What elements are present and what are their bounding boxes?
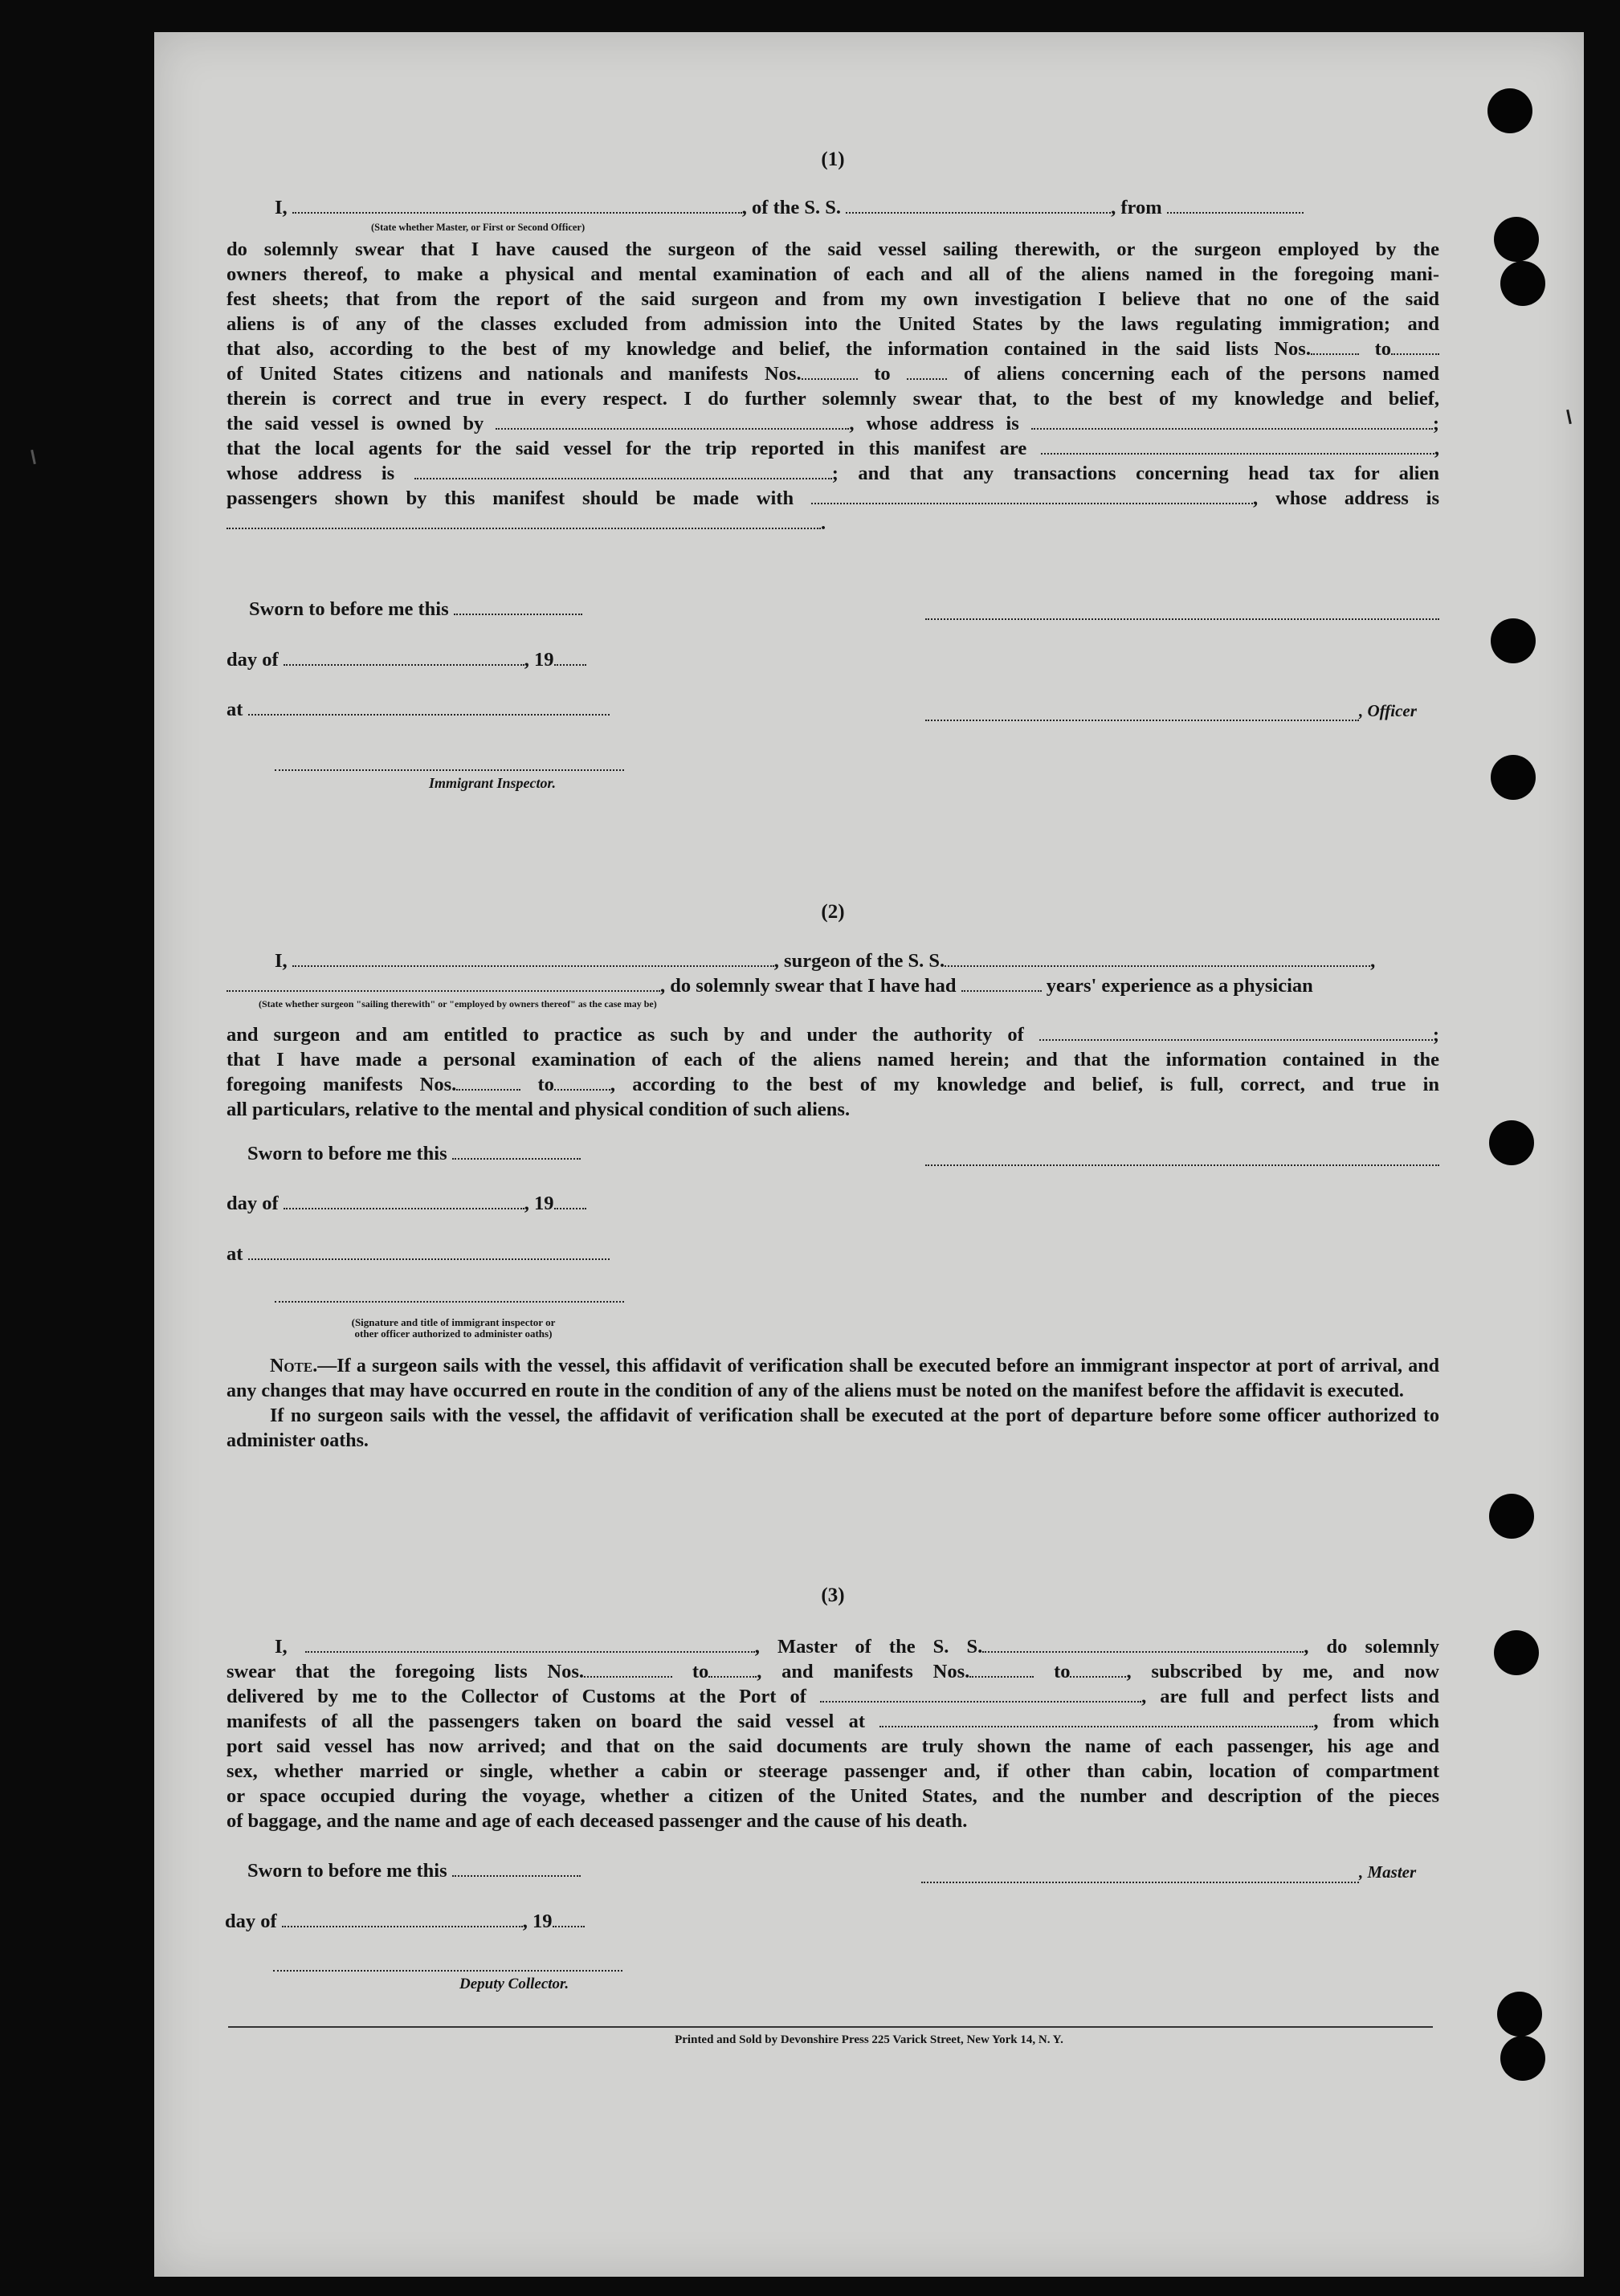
month-field[interactable] xyxy=(282,1912,523,1927)
punch-hole xyxy=(1491,755,1536,800)
section-number: (1) xyxy=(821,149,845,170)
sworn-line: Sworn to before me this xyxy=(247,1143,581,1165)
surgeon-caption: (State whether surgeon "sailing therewith" or "employed by owners thereof" as the case may be) xyxy=(259,998,657,1009)
day-of-line: day of , 19 xyxy=(226,1193,586,1215)
day-of-line: day of , 19 xyxy=(226,649,586,671)
manifest-sheet xyxy=(154,32,1584,2277)
section-number: (2) xyxy=(821,901,845,923)
verification-note: Note.—If a surgeon sails with the vessel, this affidavit of verification shall be executed before an immigrant inspector at port of arrival, and any changes that may have occurred en route in the condition of any of the aliens must be noted on the manifest before the affidavit is executed. If no surgeon sails with the vessel, the affidavit of verification shall be executed at the port of departure before some officer authorized to administer oaths. xyxy=(226,1356,1439,1451)
place-field[interactable] xyxy=(248,700,610,716)
sworn-line: Sworn to before me this xyxy=(247,1860,581,1882)
note-label: Note. xyxy=(270,1356,318,1376)
agents-address-field[interactable] xyxy=(414,464,832,479)
master-vessel-field[interactable] xyxy=(982,1637,1304,1653)
year-field[interactable] xyxy=(554,1194,586,1209)
manifest-no-from-field[interactable] xyxy=(802,365,858,380)
at-line: at xyxy=(226,1243,610,1266)
years-field[interactable] xyxy=(961,977,1042,992)
manifest-no-from-field[interactable] xyxy=(456,1075,520,1091)
surgeon-experience-line: , do solemnly swear that I have had years' experience as a physician xyxy=(226,975,1313,997)
owner-address-field[interactable] xyxy=(1031,414,1433,430)
origin-port-field[interactable] xyxy=(1167,198,1304,214)
authority-field[interactable] xyxy=(1039,1026,1433,1041)
footer-rule xyxy=(228,2026,1433,2028)
inspector-label: Immigrant Inspector. xyxy=(429,775,557,791)
affidavit-section-3 xyxy=(226,1584,1439,1607)
officer-label: , Officer xyxy=(1359,701,1417,720)
officer-title-line[interactable] xyxy=(925,720,1359,721)
sworn-day-field[interactable] xyxy=(452,1144,581,1160)
day-of-line: day of , 19 xyxy=(225,1911,585,1933)
officer-caption: (State whether Master, or First or Second Officer) xyxy=(371,222,586,233)
list-no-to-field[interactable] xyxy=(1391,340,1439,355)
place-field[interactable] xyxy=(248,1245,610,1260)
manifest-no-to-field[interactable] xyxy=(1070,1662,1126,1678)
edge-mark xyxy=(31,450,36,464)
list-no-from-field[interactable] xyxy=(1311,340,1359,355)
port-field[interactable] xyxy=(820,1687,1141,1703)
manifest-no-to-field[interactable] xyxy=(554,1075,610,1091)
surgeon-name-field[interactable] xyxy=(292,952,774,967)
punch-hole xyxy=(1489,1120,1534,1165)
deputy-collector-signature-line[interactable] xyxy=(273,1970,622,1972)
punch-hole xyxy=(1494,217,1539,262)
affidavit-section-2 xyxy=(226,901,1439,924)
affidavit-section-1 xyxy=(226,149,1439,171)
head-tax-address-field[interactable] xyxy=(226,514,821,529)
embarkation-port-field[interactable] xyxy=(879,1712,1313,1727)
officer-line: I, , of the S. S. , from xyxy=(275,197,1439,219)
punch-hole xyxy=(1500,261,1545,306)
edge-mark xyxy=(1566,410,1572,424)
master-label: , Master xyxy=(1359,1862,1417,1882)
inspector-signature-line[interactable] xyxy=(275,769,624,771)
sworn-day-field[interactable] xyxy=(454,600,582,615)
owner-field[interactable] xyxy=(496,414,849,430)
deputy-collector-label: Deputy Collector. xyxy=(459,1976,569,1992)
master-signature-line[interactable] xyxy=(921,1882,1359,1883)
manifest-no-from-field[interactable] xyxy=(969,1662,1034,1678)
oath-paragraph-1: do solemnly swear that I have caused the surgeon of the said vessel sailing therewith, or the surgeon employed by the owners thereof, to make a physical and mental examination of each and all of the aliens named in the foregoing mani- fest sheets; that from the report of the said surgeon and from my own investigation I believe that no one of the said aliens is of any of the classes excluded from admission into the United States by the laws regulating immigration; and that also, according to the best of my knowledge and belief, the information contained in the said lists Nos. to of United States citizens and nationals and manifests Nos. to of aliens concerning each of the persons named therein is correct and true in every respect. I do further solemnly swear that, to the best of my knowledge and belief, the said vessel is owned by , whose address is ; that the local agents for the said vessel for the trip reported in this manifest are , whose address is ; and that any transactions concerning head tax for alien passengers shown by this manifest should be made with , whose address is . xyxy=(226,239,1440,534)
punch-hole xyxy=(1494,1630,1539,1675)
month-field[interactable] xyxy=(284,1194,524,1209)
signature-caption: (Signature and title of immigrant inspector or other officer authorized to administer oaths) xyxy=(351,1316,556,1340)
printer-imprint: Printed and Sold by Devonshire Press 225 Varick Street, New York 14, N. Y. xyxy=(675,2033,1063,2046)
surgeon-status-field[interactable] xyxy=(226,977,660,992)
at-line: at xyxy=(226,699,610,721)
punch-hole xyxy=(1497,1992,1542,2037)
list-no-from-field[interactable] xyxy=(584,1662,672,1678)
agents-field[interactable] xyxy=(1041,439,1434,455)
surgeon-line: I, , surgeon of the S. S. , xyxy=(275,950,1376,972)
section-number: (3) xyxy=(821,1584,845,1606)
oath-paragraph-2: and surgeon and am entitled to practice as such by and under the authority of ; that I have made a personal examination of each of the aliens named herein; and that the information contained in the foregoing manifests Nos. to , according to the best of my knowledge and belief, is full, correct, and true in all particulars, relative to the mental and physical condition of such aliens. xyxy=(226,1024,1440,1120)
vessel-name-field[interactable] xyxy=(846,198,1111,214)
list-no-to-field[interactable] xyxy=(708,1662,757,1678)
year-field[interactable] xyxy=(553,1912,585,1927)
month-field[interactable] xyxy=(284,650,524,666)
manifest-no-to-field[interactable] xyxy=(907,365,947,380)
oath-paragraph-3: I, , Master of the S. S. , do solemnly swear that the foregoing lists Nos. to , and manifests Nos. to , subscribed by me, and now delivered by me to the Collector of Customs at the Port of , are full and perfect lists and manifests of all the passengers taken on board the said vessel at , from which port said vessel has now arrived; and that on the said documents are truly shown the name of each passenger, his age and sex, whether married or single, whether a cabin or steerage passenger and, if other than cabin, location of compartment or space occupied during the voyage, whether a citizen of the United States, and the number and description of the pieces of baggage, and the name and age of each deceased passenger and the cause of his death. xyxy=(226,1636,1440,1832)
head-tax-party-field[interactable] xyxy=(811,489,1253,504)
year-field[interactable] xyxy=(554,650,586,666)
surgeon-signature-line[interactable] xyxy=(925,1164,1439,1166)
sworn-line: Sworn to before me this xyxy=(249,598,582,621)
sworn-day-field[interactable] xyxy=(452,1862,581,1877)
administering-officer-signature-line[interactable] xyxy=(275,1301,624,1303)
punch-hole xyxy=(1487,88,1532,133)
punch-hole xyxy=(1491,618,1536,663)
surgeon-vessel-field[interactable] xyxy=(945,952,1370,967)
officer-name-field[interactable] xyxy=(292,198,742,214)
master-name-field[interactable] xyxy=(305,1637,755,1653)
officer-signature-line[interactable] xyxy=(925,618,1439,620)
punch-hole xyxy=(1489,1494,1534,1539)
